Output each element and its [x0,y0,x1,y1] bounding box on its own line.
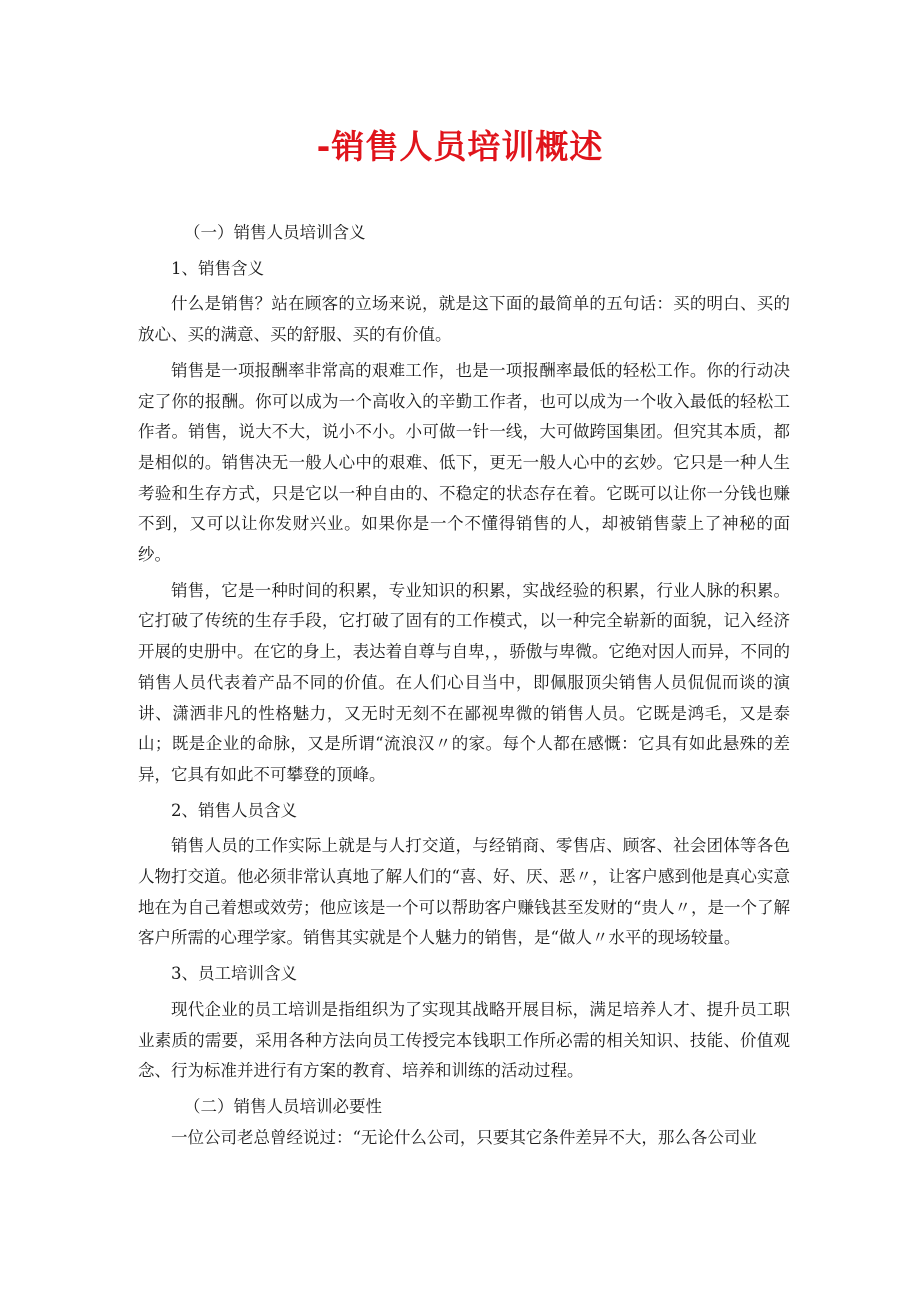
paragraph-1: 什么是销售？站在顾客的立场来说，就是这下面的最简单的五句话：买的明白、买的放心、买的满意、买的舒服、买的有价值。 [138,294,790,345]
subsection-heading-2: 2、销售人员含义 [171,800,297,820]
document-body [138,218,790,1153]
document-title: -销售人员培训概述 [316,127,604,166]
section-heading-1: （一）销售人员培训含义 [184,223,366,242]
subsection-heading-1: 1、销售含义 [171,258,264,278]
paragraph-5: 现代企业的员工培训是指组织为了实现其战略开展目标，满足培养人才、提升员工职业素质的需要，采用各种方法向员工传授完本钱职工作所必需的相关知识、技能、价值观念、行为标准并进行有方案的教育、培养和训练的活动过程。 [138,999,790,1081]
paragraph-4: 销售人员的工作实际上就是与人打交道，与经销商、零售店、顾客、社会团体等各色人物打交道。他必须非常认真地了解人们的“喜、好、厌、恶〃，让客户感到他是真心实意地在为自己着想或效劳；他应该是一个可以帮助客户赚钱甚至发财的“贵人〃，是一个了解客户所需的心理学家。销售其实就是个人魅力的销售，是“做人〃水平的现场较量。 [138,836,790,948]
paragraph-3: 销售，它是一种时间的积累，专业知识的积累，实战经验的积累，行业人脉的积累。它打破了传统的生存手段，它打破了固有的工作模式，以一种完全崭新的面貌，记入经济开展的史册中。在它的身上，表达着自尊与自卑，，骄傲与卑微。它绝对因人而异，不同的销售人员代表着产品不同的价值。在人们心目当中，即佩服顶尖销售人员侃侃而谈的演讲、潇洒非凡的性格魅力，又无时无刻不在鄙视卑微的销售人员。它既是鸿毛，又是泰山；既是企业的命脉，又是所谓“流浪汉〃的家。每个人都在感慨：它具有如此悬殊的差异，它具有如此不可攀登的顶峰。 [138,580,790,784]
paragraph-2: 销售是一项报酬率非常高的艰难工作，也是一项报酬率最低的轻松工作。你的行动决定了你的报酬。你可以成为一个高收入的辛勤工作者，也可以成为一个收入最低的轻松工作者。销售，说大不大，说小不小。小可做一针一线，大可做跨国集团。但究其本质，都是相似的。销售决无一般人心中的艰难、低下，更无一般人心中的玄妙。它只是一种人生考验和生存方式，只是它以一种自由的、不稳定的状态存在着。它既可以让你一分钱也赚不到，又可以让你发财兴业。如果你是一个不懂得销售的人，却被销售蒙上了神秘的面纱。 [138,360,790,565]
subsection-heading-3: 3、员工培训含义 [171,964,297,984]
section-heading-2: （二）销售人员培训必要性 [184,1096,382,1116]
paragraph-6: 一位公司老总曾经说过：“无论什么公司，只要其它条件差异不大，那么各公司业 [171,1127,757,1147]
